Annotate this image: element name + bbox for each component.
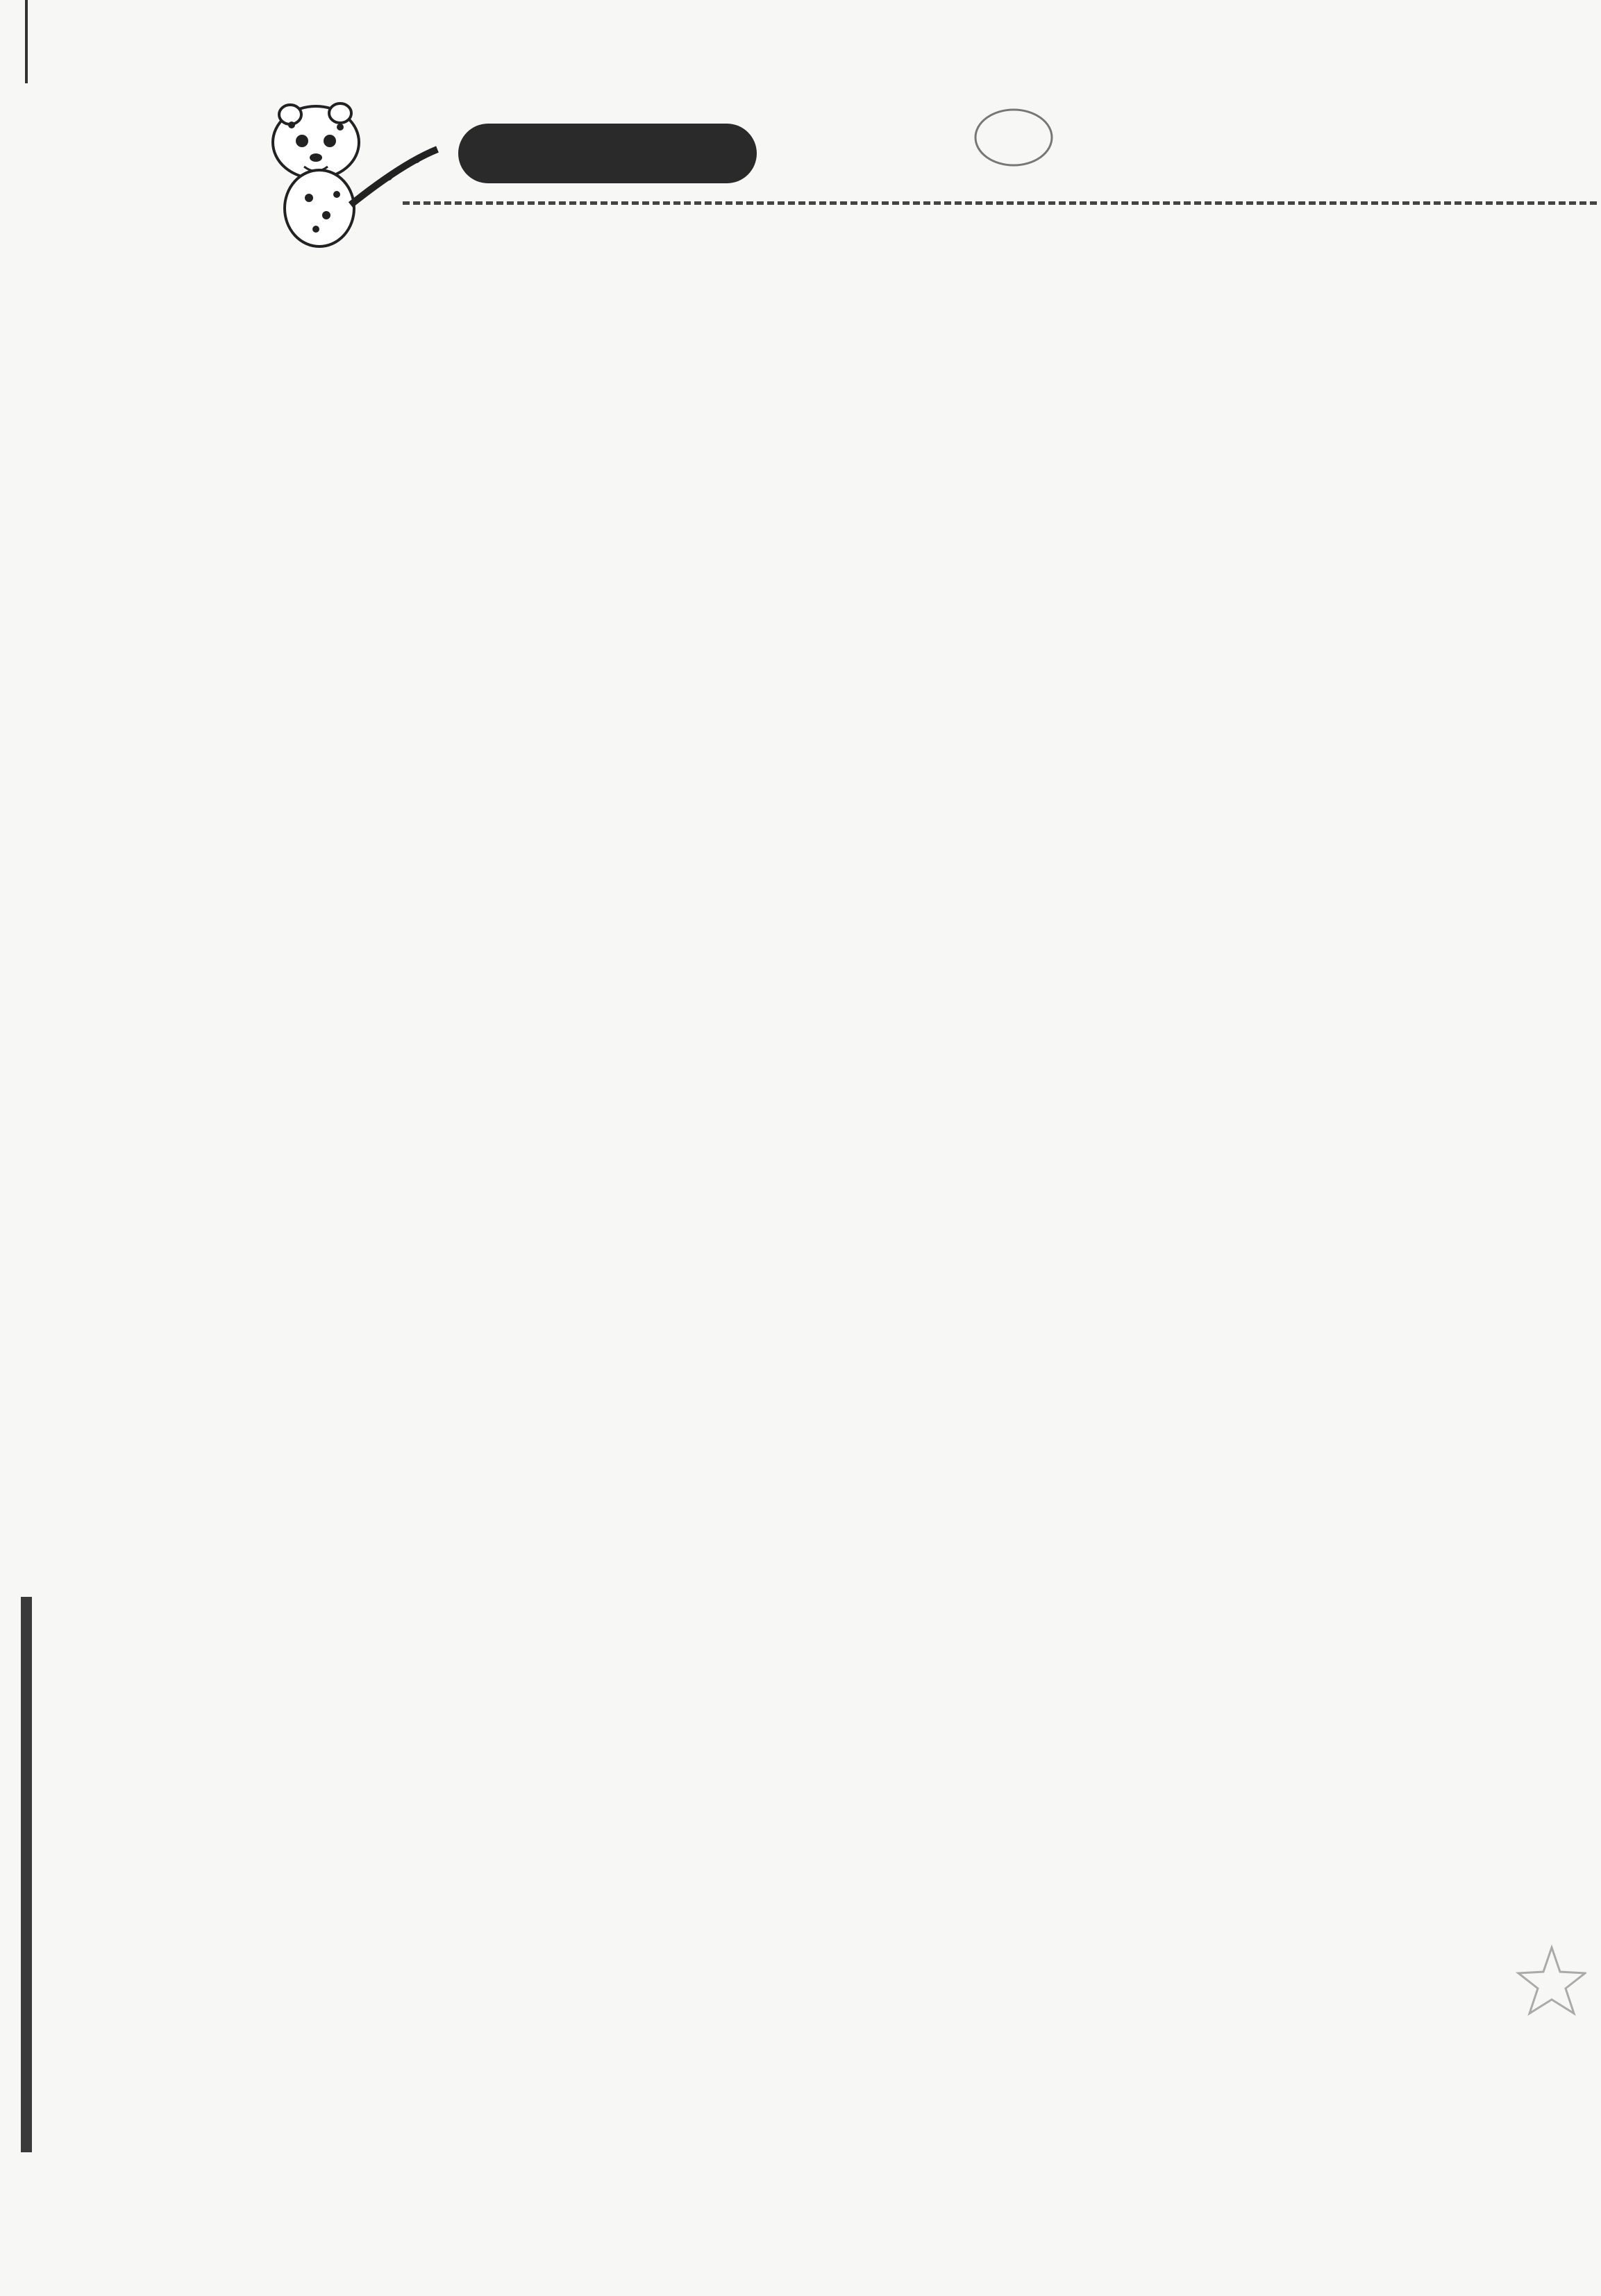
book-title-banner xyxy=(458,124,757,183)
star-icon xyxy=(1510,1944,1586,2020)
page-edge-bottom xyxy=(21,1597,32,2152)
page-edge-top xyxy=(25,0,28,83)
stamp-icon xyxy=(969,103,1059,172)
header-divider xyxy=(403,201,1597,205)
leopard-mascot-icon xyxy=(250,87,451,253)
answer-content xyxy=(312,283,1520,296)
